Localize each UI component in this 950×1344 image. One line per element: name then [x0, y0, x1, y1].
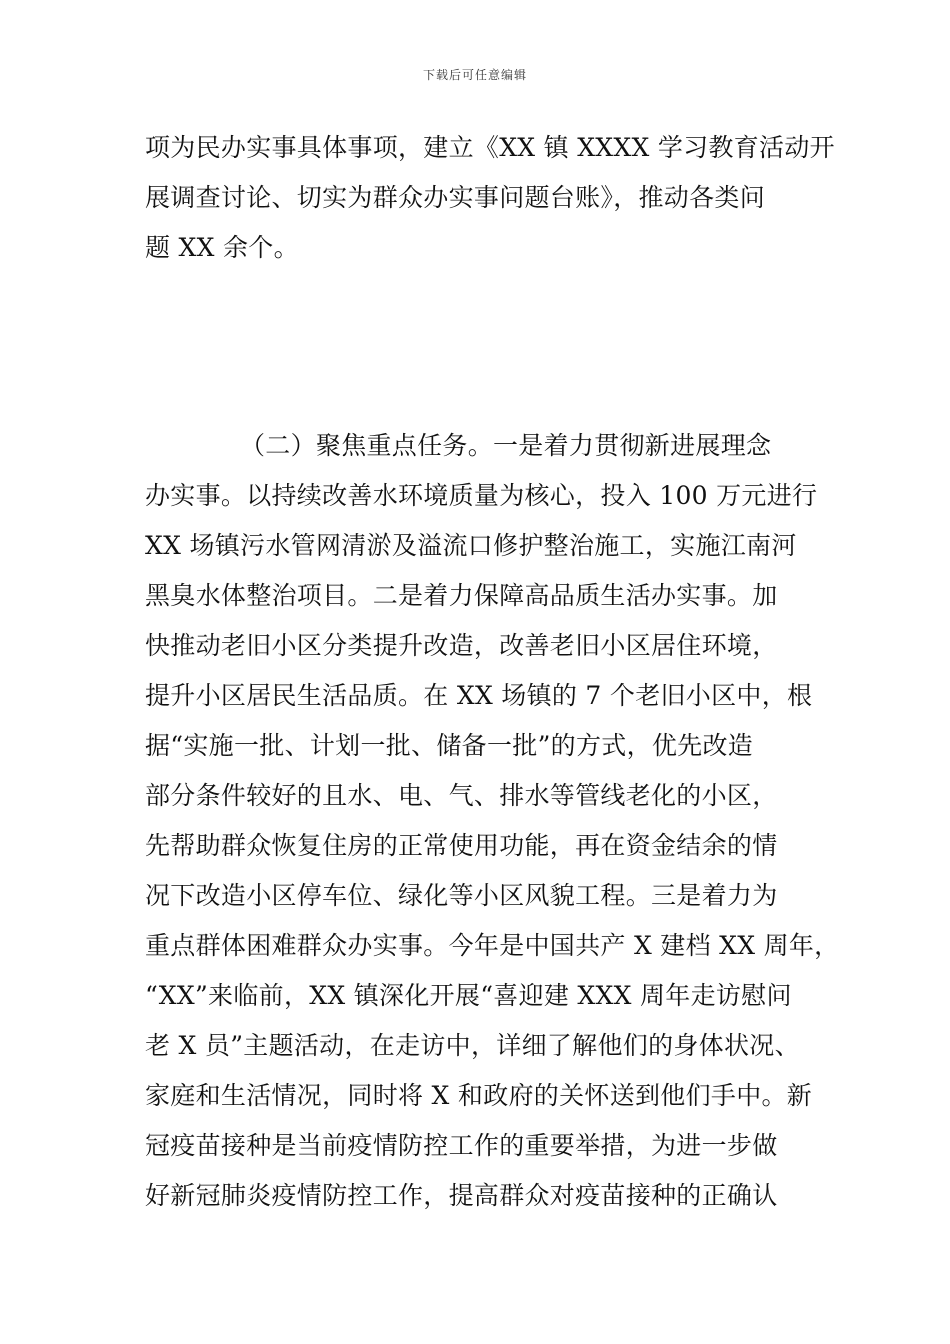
text-line: XX 场镇污水管网清淤及溢流口修护整治施工，实施江南河 — [145, 531, 797, 560]
text-line: 办实事。以持续改善水环境质量为核心，投入 100 万元进行 — [145, 481, 818, 510]
text-line: 况下改造小区停车位、绿化等小区风貌工程。三是着力为 — [145, 881, 778, 910]
text-line: 冠疫苗接种是当前疫情防控工作的重要举措，为进一步做 — [145, 1131, 778, 1160]
text-line: 先帮助群众恢复住房的正常使用功能，再在资金结余的情 — [145, 831, 778, 860]
text-line: 家庭和生活情况，同时将 X 和政府的关怀送到他们手中。新 — [145, 1081, 813, 1110]
text-line: “XX”来临前，XX 镇深化开展“喜迎建 XXX 周年走访慰问 — [145, 981, 792, 1010]
text-line: 老 X 员”主题活动，在走访中，详细了解他们的身体状况、 — [145, 1031, 800, 1060]
text-line: 快推动老旧小区分类提升改造，改善老旧小区居住环境， — [145, 631, 778, 660]
text-line: 据“实施一批、计划一批、储备一批”的方式，优先改造 — [145, 731, 754, 760]
text-line: 部分条件较好的且水、电、气、排水等管线老化的小区， — [145, 781, 778, 810]
page-header: 下载后可任意编辑 — [422, 68, 527, 82]
text-line: 展调查讨论、切实为群众办实事问题台账》，推动各类问 — [145, 183, 766, 212]
text-line: 重点群体困难群众办实事。今年是中国共产 X 建档 XX 周年， — [145, 931, 840, 960]
text-line: 项为民办实事具体事项，建立《XX 镇 XXXX 学习教育活动开 — [145, 133, 835, 162]
text-line: 题 XX 余个。 — [145, 233, 299, 262]
text-line: 好新冠肺炎疫情防控工作，提高群众对疫苗接种的正确认 — [145, 1181, 778, 1210]
text-line: （二）聚焦重点任务。一是着力贯彻新进展理念 — [240, 431, 772, 460]
text-line: 黑臭水体整治项目。二是着力保障高品质生活办实事。加 — [145, 581, 778, 610]
text-line: 提升小区居民生活品质。在 XX 场镇的 7 个老旧小区中，根 — [145, 681, 813, 710]
